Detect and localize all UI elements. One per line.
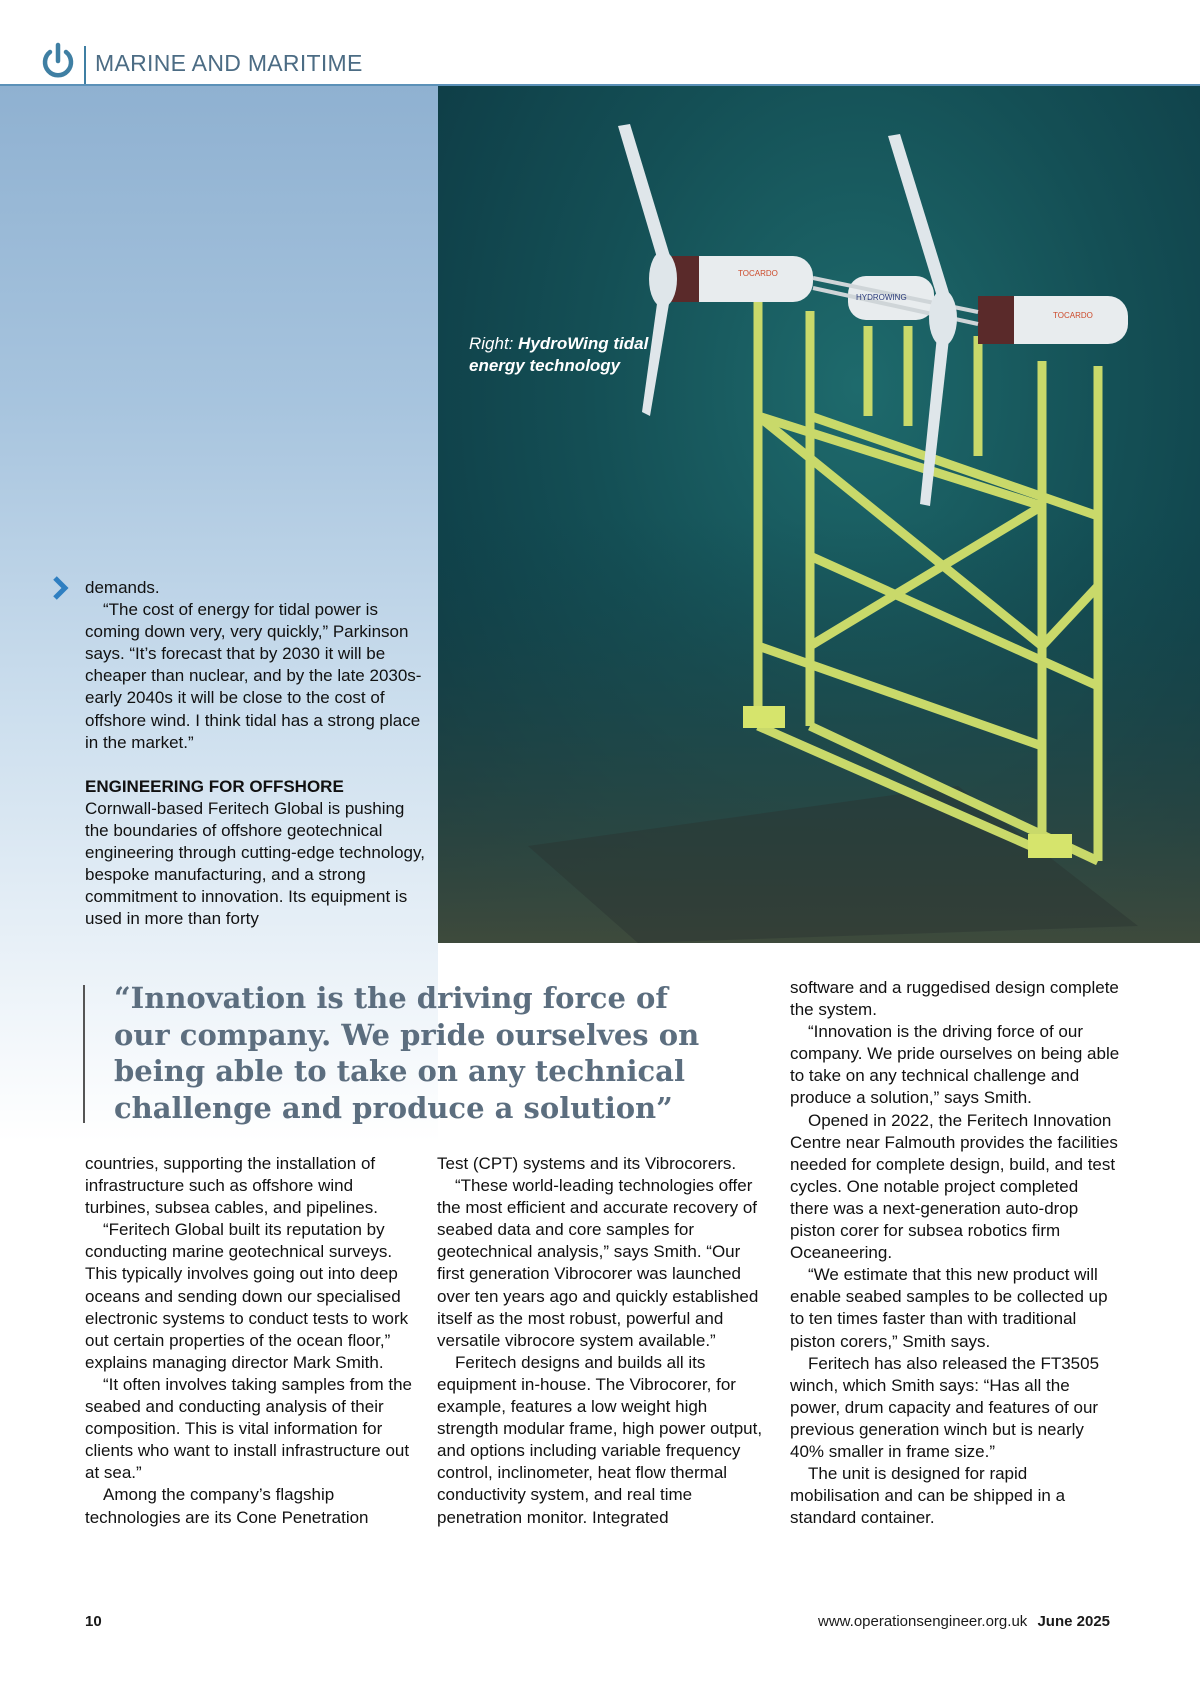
paragraph: Feritech designs and builds all its equipment in-house. The Vibrocorer, for example, features a low weight high strength modular frame, high power output, and options including variable frequency control, inclinometer, heat flow thermal conductivity system, and real time penetration monitor. Integrated — [437, 1352, 763, 1527]
paragraph: Opened in 2022, the Feritech Innovation Centre near Falmouth provides the facilities needed for complete design, build, and test cycles. One notable project completed there was a next-generation auto-drop piston corer for subsea robotics firm Oceaneering. — [790, 1110, 1118, 1263]
paragraph: “The cost of energy for tidal power is coming down very, very quickly,” Parkinson says. “It’s forecast that by 2030 it will be cheaper than nuclear, and by the late 2030s- early 2040s it will be close to the cost of offshore wind. I think tidal has a strong place in the market.” — [85, 600, 422, 752]
page-header — [0, 0, 1200, 85]
paragraph: “We estimate that this new product will enable seabed samples to be collected up to ten times faster than with traditional piston corers,” Smith says. — [790, 1265, 1108, 1351]
hero-image — [438, 86, 1200, 943]
article-column-1 — [85, 1153, 415, 1529]
paragraph: Feritech has also released the FT3505 winch, which Smith says: “Has all the power, drum capacity and features of our previous generation winch but is nearly 40% smaller in frame size.” — [790, 1353, 1100, 1461]
issue-date: June 2025 — [1037, 1613, 1110, 1630]
turbine-hub — [929, 290, 957, 346]
turbine-label: TOCARDO — [738, 269, 778, 278]
caption-title: HydroWing tidal energy technology — [469, 334, 649, 375]
pullquote-rule — [83, 985, 85, 1123]
header-divider — [84, 46, 86, 84]
power-icon — [40, 42, 76, 82]
article-column-2 — [437, 1153, 767, 1529]
pull-quote: “Innovation is the driving force of our company. We pride ourselves on being able to take on any technical challenge and produce a solution” — [114, 981, 700, 1125]
paragraph: Test (CPT) systems and its Vibrocorers. — [437, 1154, 737, 1173]
article-column-intro — [85, 577, 425, 930]
image-caption — [469, 333, 649, 377]
tidal-turbine-illustration — [438, 86, 1200, 943]
caption-prefix: Right: — [469, 334, 514, 353]
article-column-3 — [790, 977, 1120, 1529]
paragraph: demands. — [85, 578, 160, 597]
page-number: 10 — [85, 1613, 102, 1630]
paragraph: “Feritech Global built its reputation by conducting marine geotechnical surveys. This typically involves going out into deep oceans and sending down our specialised electronic systems to conduct tests to work out certain properties of the ocean floor,” explains managing director Mark Smith. — [85, 1220, 409, 1372]
paragraph: The unit is designed for rapid mobilisation and can be shipped in a standard container. — [790, 1464, 1066, 1528]
paragraph: “These world-leading technologies offer the most efficient and accurate recovery of seabed data and core samples for geotechnical analysis,” says Smith. “Our first generation Vibrocorer was launched over ten years ago and quickly established itself as the most robust, powerful and versatile vibrocore system available.” — [437, 1176, 759, 1350]
section-title: MARINE AND MARITIME — [95, 50, 363, 76]
footer-info — [818, 1613, 1110, 1630]
subheading: ENGINEERING FOR OFFSHORE — [85, 776, 344, 796]
paragraph: “Innovation is the driving force of our company. We pride ourselves on being able to take on any technical challenge and produce a solution,” says Smith. — [790, 1022, 1120, 1108]
paragraph: Among the company’s flagship technologies are its Cone Penetration — [85, 1485, 369, 1527]
website-link[interactable]: www.operationsengineer.org.uk — [817, 1613, 1028, 1630]
paragraph: software and a ruggedised design complete the system. — [790, 978, 1119, 1020]
paragraph: countries, supporting the installation of infrastructure such as offshore wind turbines, subsea cables, and pipelines. — [85, 1154, 378, 1218]
paragraph: Cornwall-based Feritech Global is pushing the boundaries of offshore geotechnical engineering through cutting-edge technology, bespoke manufacturing, and a strong commitment to innovation. Its equipment is used in more than forty — [85, 798, 425, 929]
chevron-right-icon — [50, 575, 70, 601]
paragraph: “It often involves taking samples from the seabed and conducting analysis of their composition. This is vital information for clients who want to install infrastructure out at sea.” — [85, 1374, 412, 1483]
turbine-label: HYDROWING — [856, 293, 907, 302]
turbine-hub — [649, 251, 677, 307]
turbine-label: TOCARDO — [1053, 311, 1093, 320]
